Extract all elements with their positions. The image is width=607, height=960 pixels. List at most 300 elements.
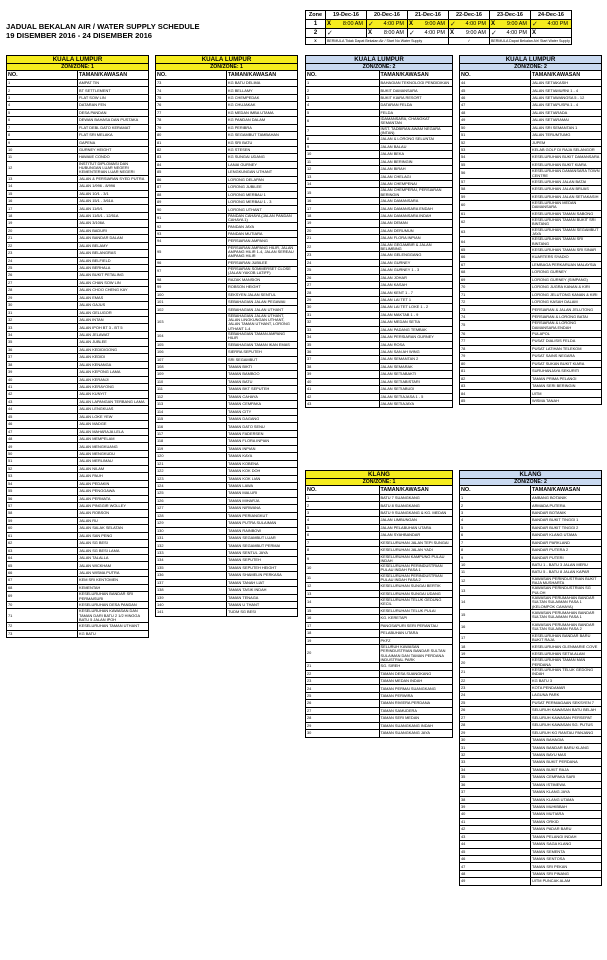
table-row: [306, 524, 453, 531]
area-name: AMPAT TIN: [78, 80, 149, 87]
table-row: [156, 512, 298, 519]
row-number: 36: [460, 781, 531, 788]
area-name: JALAN 11/5/1 - 12/51A: [78, 212, 149, 219]
table-row: [156, 161, 298, 168]
row-number: 54: [460, 154, 531, 161]
row-number: 61: [460, 210, 531, 217]
row-number: 72: [7, 623, 78, 630]
schedule-time: 4:00 PM: [547, 21, 568, 27]
area-name: TAMAN ISTIMEWA: [531, 781, 602, 788]
row-number: 56: [460, 169, 531, 179]
row-number: 16: [7, 198, 78, 205]
row-number: 47: [460, 102, 531, 109]
area-name: JALAN SAN PENG: [78, 532, 149, 539]
row-number: 59: [460, 193, 531, 200]
row-number: 60: [460, 201, 531, 211]
row-number: 28: [306, 289, 380, 296]
row-number: 15: [306, 188, 380, 198]
area-name: JALAN LAI TET LOKE 1 - 2: [379, 304, 453, 311]
area-name: TAMAN CAHAYA: [227, 393, 298, 400]
table-row: [156, 520, 298, 527]
table-row: [7, 287, 149, 294]
table-row: [7, 354, 149, 361]
table-row: [156, 356, 298, 363]
row-number: 41: [7, 383, 78, 390]
table-row: [7, 369, 149, 376]
table-row: [306, 386, 453, 393]
area-name: LORONG JUBILEE: [227, 184, 298, 191]
row-number: 44: [460, 80, 531, 87]
table-row: [7, 525, 149, 532]
zone-name: ZON/ZONE: 2: [460, 64, 602, 71]
row-number: 64: [7, 555, 78, 562]
schedule-cell: [449, 20, 490, 29]
area-name: TAMAN PUTRA SULAIMAN: [227, 520, 298, 527]
area-name: TAMAN TENAGA: [227, 594, 298, 601]
table-row: [156, 184, 298, 191]
area-name: BATU 1 - BATU 3 JALAN MERU: [531, 561, 602, 568]
table-row: [7, 443, 149, 450]
area-name: JALAN BERINGIN: [379, 158, 453, 165]
area-name: PERSIARAN & LORONG DAMANSARA ENDAH: [531, 321, 602, 331]
table-row: [306, 319, 453, 326]
area-name: TAMAN SUANGKANG INDAH: [379, 722, 453, 729]
table-row: [156, 132, 298, 139]
row-number: 30: [306, 304, 380, 311]
area-name: KESELURUHAN TAMAN SEGAMBUT JAYA: [531, 227, 602, 237]
area-name: KESELURUHAN TAMAN SRI BINTANG: [531, 237, 602, 247]
table-row: [156, 109, 298, 116]
area-name: KELAB GOLF DI RAJA SELANGOR: [531, 146, 602, 153]
area-name: JALAN & LORONG SELUNTAI: [379, 136, 453, 143]
area-name: JALAN CHEMPERAI, PERSIARAN BERINGIN: [379, 188, 453, 198]
column-header-no: NO.: [460, 71, 531, 80]
table-row: [7, 242, 149, 249]
area-name: TAMAN U THANT: [227, 601, 298, 608]
row-number: 37: [7, 354, 78, 361]
row-number: 3: [460, 509, 531, 516]
area-name: JALAN SETIAKASIH: [531, 80, 602, 87]
area-name: JALAN SYAHBANDAR: [379, 532, 453, 539]
zone-name: ZON/ZONE: 2: [460, 479, 602, 486]
area-name: JALAN SETIAJAYA: [379, 401, 453, 408]
row-number: 25: [460, 699, 531, 706]
table-row: [460, 299, 602, 306]
table-row: [7, 584, 149, 591]
kuala-lumpur-zone-2-table-a: [305, 55, 453, 408]
table-row: [460, 751, 602, 758]
area-name: JALAN JUBLEE: [78, 339, 149, 346]
table-row: [156, 378, 298, 385]
area-name: KAWASAN PERUMAHAN BANDAR SULTAN SULAIMAN FASA 1 (KELOMPOK CAHAYA): [531, 596, 602, 610]
row-number: 12: [460, 576, 531, 586]
table-row: [7, 205, 149, 212]
table-row: [7, 117, 149, 124]
area-name: TAMAN BANDAR BARU KLANG: [531, 744, 602, 751]
area-name: BANDAR BOTANIK: [531, 509, 602, 516]
schedule-cell: [449, 29, 490, 38]
row-number: 18: [460, 643, 531, 650]
area-name: TAMAN TASIK INDAH: [227, 587, 298, 594]
area-name: PERSIARAN & JALAN JELUTONG: [531, 306, 602, 313]
row-number: 102: [156, 306, 227, 313]
table-row: [306, 341, 453, 348]
area-name: LORONG MERBAU 1 - 3: [227, 199, 298, 206]
row-number: 8: [7, 132, 78, 139]
table-row: [460, 509, 602, 516]
area-name: JALAN & PERSIARAN SYED PUTRA: [78, 175, 149, 182]
area-name: JALAN FLORA INPIAN: [379, 235, 453, 242]
table-row: [306, 630, 453, 637]
table-row: [7, 623, 149, 630]
table-row: [306, 678, 453, 685]
no-supply-mark: X: [491, 21, 496, 27]
area-name: KESELURUHAN BANDAR BARU BUKIT RAJA: [531, 633, 602, 643]
table-row: [7, 361, 149, 368]
row-number: 28: [460, 722, 531, 729]
table-row: [460, 596, 602, 610]
row-number: 55: [7, 488, 78, 495]
schedule-cell: [531, 29, 572, 38]
table-row: [460, 796, 602, 803]
row-number: 14: [460, 596, 531, 610]
table-row: [7, 540, 149, 547]
table-row: [156, 154, 298, 161]
table-row: [7, 458, 149, 465]
row-number: 17: [7, 205, 78, 212]
row-number: 6: [7, 117, 78, 124]
zone-name: ZON/ZONE: 2: [306, 64, 453, 71]
table-row: [306, 356, 453, 363]
table-row: [156, 386, 298, 393]
row-number: 126: [156, 497, 227, 504]
table-row: [7, 391, 149, 398]
table-row: [460, 284, 602, 291]
table-row: [156, 453, 298, 460]
table-row: [156, 267, 298, 277]
legend-water: BERMULA Dapat Bekalan Air/ Start Water Supply: [491, 39, 570, 43]
table-row: [7, 227, 149, 234]
area-name: KESELURUHAN SUNGAI BERTIK: [379, 583, 453, 590]
table-row: [460, 261, 602, 268]
row-number: 63: [7, 547, 78, 554]
row-number: 24: [306, 259, 380, 266]
column-header-no: NO.: [306, 71, 380, 80]
table-row: [460, 390, 602, 397]
area-name: JALAN CHEMPENAI: [379, 181, 453, 188]
row-number: 40: [306, 378, 380, 385]
table-row: [460, 186, 602, 193]
row-number: 24: [306, 685, 380, 692]
supply-check-icon: ✓: [450, 21, 456, 28]
row-number: 32: [306, 319, 380, 326]
area-name: JALAN PINGGIR WOLLEY: [78, 502, 149, 509]
row-number: 39: [7, 369, 78, 376]
row-number: 81: [460, 368, 531, 375]
area-name: SEBAHAGIAN JALAN UTHANT, JALAN LINGKUNGAN UTHANT, JALAN TAMAN UTHANT, LORONG UTHANT 1-4: [227, 313, 298, 331]
row-number: 104: [156, 332, 227, 342]
table-row: [156, 468, 298, 475]
table-row: [156, 416, 298, 423]
schedule-cell: [531, 20, 572, 29]
area-name: JALAN 1/996 - 8/996: [78, 183, 149, 190]
table-row: [306, 707, 453, 714]
area-name: PUSAT SUKAN BUKIT KIARA: [531, 360, 602, 367]
row-number: 46: [460, 94, 531, 101]
area-name: TAMAN PRIMA PELANGI: [531, 375, 602, 382]
area-name: TAMAN NIRWANA: [227, 505, 298, 512]
area-name: JALAN PERSIARAN GURNEY: [379, 334, 453, 341]
table-row: [460, 276, 602, 283]
row-number: 101: [156, 299, 227, 306]
table-row: [460, 744, 602, 751]
area-name: INST. TADBIRAN AWAM NEGARA (INTAN): [379, 126, 453, 136]
row-number: 15: [306, 607, 380, 614]
area-name: BANDAR PARKLAND: [531, 539, 602, 546]
row-number: 108: [156, 363, 227, 370]
schedule-time: 8:00 AM: [383, 30, 404, 36]
table-row: [156, 445, 298, 452]
row-number: 8: [306, 136, 380, 143]
row-number: 44: [7, 406, 78, 413]
row-number: 127: [156, 505, 227, 512]
row-number: 1: [306, 495, 380, 502]
area-name: KESELURUHAN PERINDUSTRIAN PULAU INDAH FASA 1: [379, 564, 453, 574]
row-number: 11: [7, 154, 78, 161]
area-name: TAMAN BKT SEPUTEH: [227, 386, 298, 393]
table-row: [7, 154, 149, 161]
table-row: [7, 139, 149, 146]
area-name: AMBANG BOTANIK: [531, 495, 602, 502]
area-name: LAGUNA PARK: [531, 692, 602, 699]
row-number: 65: [460, 246, 531, 253]
table-row: [306, 235, 453, 242]
area-name: KESELURUHAN TELUK GEDUNG KECIL: [379, 598, 453, 608]
row-number: 61: [7, 532, 78, 539]
table-row: [156, 94, 298, 101]
area-name: KESELURUHAN TELUK GEDONG INDAH: [531, 667, 602, 677]
table-row: [306, 166, 453, 173]
area-name: PANDAN JAYA: [227, 223, 298, 230]
table-row: [306, 289, 453, 296]
table-row: [156, 371, 298, 378]
title-line-1: JADUAL BEKALAN AIR / WATER SUPPLY SCHEDULE: [6, 22, 200, 31]
row-number: 8: [306, 547, 380, 554]
area-name: TAMAN DESA SUANGKANG: [379, 670, 453, 677]
area-name: DESA PANDAN: [78, 109, 149, 116]
area-name: TAMAN SEGAMBUT PERMAI: [227, 542, 298, 549]
area-name: KESELURUHAN DESA PANDAN: [78, 601, 149, 608]
area-name: TAMAN SRI PINANG: [531, 870, 602, 877]
row-number: 78: [460, 345, 531, 352]
area-name: FLAT SOW LIN: [78, 94, 149, 101]
table-row: [460, 154, 602, 161]
row-number: 56: [7, 495, 78, 502]
area-name: TAMAN SERI MEDAN: [379, 715, 453, 722]
table-row: [156, 401, 298, 408]
area-name: JALAN SRI SEMANTAN 1: [531, 124, 602, 131]
row-number: 32: [7, 317, 78, 324]
area-name: TAMAN SEPUTEH HEIGHT: [227, 564, 298, 571]
row-number: 89: [156, 199, 227, 206]
table-row: [306, 401, 453, 408]
table-row: [460, 146, 602, 153]
area-name: PANGSAPURI SERI PERANTAU: [379, 622, 453, 629]
row-number: 131: [156, 535, 227, 542]
row-number: 10: [306, 151, 380, 158]
area-name: JALAN SETIABAKTI: [379, 371, 453, 378]
table-row: [306, 334, 453, 341]
area-name: JALAN CHOO CHENG KAY: [78, 287, 149, 294]
area-name: JALAN JELAWAT: [78, 331, 149, 338]
schedule-time: 4:00 PM: [465, 21, 486, 27]
area-name: LORONG UTHANT: [227, 206, 298, 213]
row-number: 125: [156, 490, 227, 497]
table-row: [306, 637, 453, 644]
area-name: KAWASAN PERINDUSTRIAN SG PULOH: [531, 586, 602, 596]
row-number: 71: [460, 291, 531, 298]
table-row: [306, 205, 453, 212]
area-name: JALAN LAI TET 1: [379, 296, 453, 303]
row-number: 47: [460, 863, 531, 870]
area-name: KESELURUHAN TELUK PULAI: [379, 607, 453, 614]
row-number: 25: [7, 264, 78, 271]
table-row: [7, 577, 149, 584]
row-number: 55: [460, 161, 531, 168]
area-name: JALAN GELENGGANG: [379, 252, 453, 259]
area-name: KESELURUHAN BUKIT KIARA: [531, 161, 602, 168]
row-number: 31: [460, 744, 531, 751]
table-row: [156, 169, 298, 176]
row-number: 25: [306, 267, 380, 274]
row-number: 18: [7, 212, 78, 219]
table-row: [460, 117, 602, 124]
table-row: [7, 339, 149, 346]
kuala-lumpur-zone-2-table-b: [459, 55, 602, 405]
table-row: [460, 878, 602, 885]
row-number: 5: [306, 109, 380, 116]
area-name: PERSIARAN & LORONG BATAI: [531, 313, 602, 320]
table-row: [460, 139, 602, 146]
table-row: [7, 413, 149, 420]
area-name: HAWAIE CONDO: [78, 154, 149, 161]
row-number: 4: [306, 102, 380, 109]
area-name: TAMAN PADAR BARU: [531, 826, 602, 833]
column-header-no: NO.: [7, 71, 78, 80]
row-number: 5: [460, 524, 531, 531]
row-number: 11: [306, 158, 380, 165]
area-name: JALAN NILAM: [78, 465, 149, 472]
table-row: [156, 497, 298, 504]
area-name: TAMAN FLORA INPIAN: [227, 438, 298, 445]
row-number: 82: [460, 375, 531, 382]
table-row: [460, 502, 602, 509]
schedule-cell: [490, 20, 531, 29]
table-row: [460, 826, 602, 833]
row-number: 13: [306, 590, 380, 597]
row-number: 42: [460, 826, 531, 833]
no-supply-mark: X: [327, 21, 332, 27]
area-name: TAMAN SHAMELIN PERKASA: [227, 572, 298, 579]
area-name: TAMAN PERWIRA: [379, 692, 453, 699]
area-name: TAMAN SRI PEKAN: [531, 863, 602, 870]
row-number: 7: [306, 126, 380, 136]
area-name: SELURUH KAWASAN BATU BELAH: [531, 707, 602, 714]
table-row: [306, 722, 453, 729]
table-row: [156, 206, 298, 213]
table-row: [306, 539, 453, 546]
row-number: 32: [460, 751, 531, 758]
supply-schedule-table: [305, 10, 572, 45]
area-name: DEWAN BAHASA DAN PUSTAKA: [78, 117, 149, 124]
row-number: 19: [460, 650, 531, 657]
area-name: TUDM SG BESI: [227, 609, 298, 616]
table-row: [306, 181, 453, 188]
row-number: 136: [156, 572, 227, 579]
row-number: 42: [7, 391, 78, 398]
table-row: [460, 306, 602, 313]
table-row: [460, 94, 602, 101]
row-number: 19: [7, 220, 78, 227]
row-number: 29: [7, 294, 78, 301]
area-name: KESELURUHAN KAWASAN DAN TAMAN DARI BATU 2 1/2 HINGGA BATU 5 JALAN IPOH: [78, 609, 149, 623]
row-number: 62: [7, 540, 78, 547]
table-row: [7, 279, 149, 286]
table-row: [306, 198, 453, 205]
table-row: [460, 368, 602, 375]
table-row: [460, 517, 602, 524]
no-supply-mark: X: [450, 30, 455, 36]
table-row: [306, 547, 453, 554]
table-row: [7, 272, 149, 279]
area-name: DATARAN FELDA: [379, 102, 453, 109]
table-row: [306, 393, 453, 400]
klang-zone-1-table: [305, 470, 453, 738]
schedule-cell: [408, 29, 449, 38]
area-name: KESELURUHAN JALAN TEPI SUNGAI: [379, 539, 453, 546]
area-name: TAMAN DAGANG: [227, 416, 298, 423]
row-number: 45: [7, 413, 78, 420]
area-name: BAHAGIAN TEKNOLOGI PENDIDIKAN: [379, 80, 453, 87]
table-row: [7, 421, 149, 428]
table-row: [460, 729, 602, 736]
row-number: 73: [156, 80, 227, 87]
table-row: [460, 658, 602, 668]
area-name: KESELURUHAN BANDAR SRI PERMAISURI: [78, 592, 149, 602]
table-row: [460, 586, 602, 596]
row-number: 7: [306, 539, 380, 546]
supply-check-icon: ✓: [532, 21, 538, 28]
area-name: SELURUH KAWASAN SG. PUTUS: [531, 722, 602, 729]
area-name: BANDAR PUTERI: [531, 554, 602, 561]
area-name: TAMAN ORKID: [531, 818, 602, 825]
area-name: PUSAT PERNIAGAAN SEKSYEN 7: [531, 699, 602, 706]
table-row: [306, 590, 453, 597]
no-supply-mark: X: [368, 30, 373, 36]
table-row: [460, 576, 602, 586]
row-number: 68: [460, 269, 531, 276]
row-number: 41: [306, 386, 380, 393]
table-row: [7, 124, 149, 131]
table-row: [460, 803, 602, 810]
table-row: [7, 146, 149, 153]
row-number: 43: [7, 398, 78, 405]
table-row: [306, 615, 453, 622]
row-number: 43: [460, 833, 531, 840]
schedule-time: 9:00 AM: [506, 21, 527, 27]
area-name: TAMAN KOK LIAN: [227, 475, 298, 482]
row-number: 40: [460, 811, 531, 818]
